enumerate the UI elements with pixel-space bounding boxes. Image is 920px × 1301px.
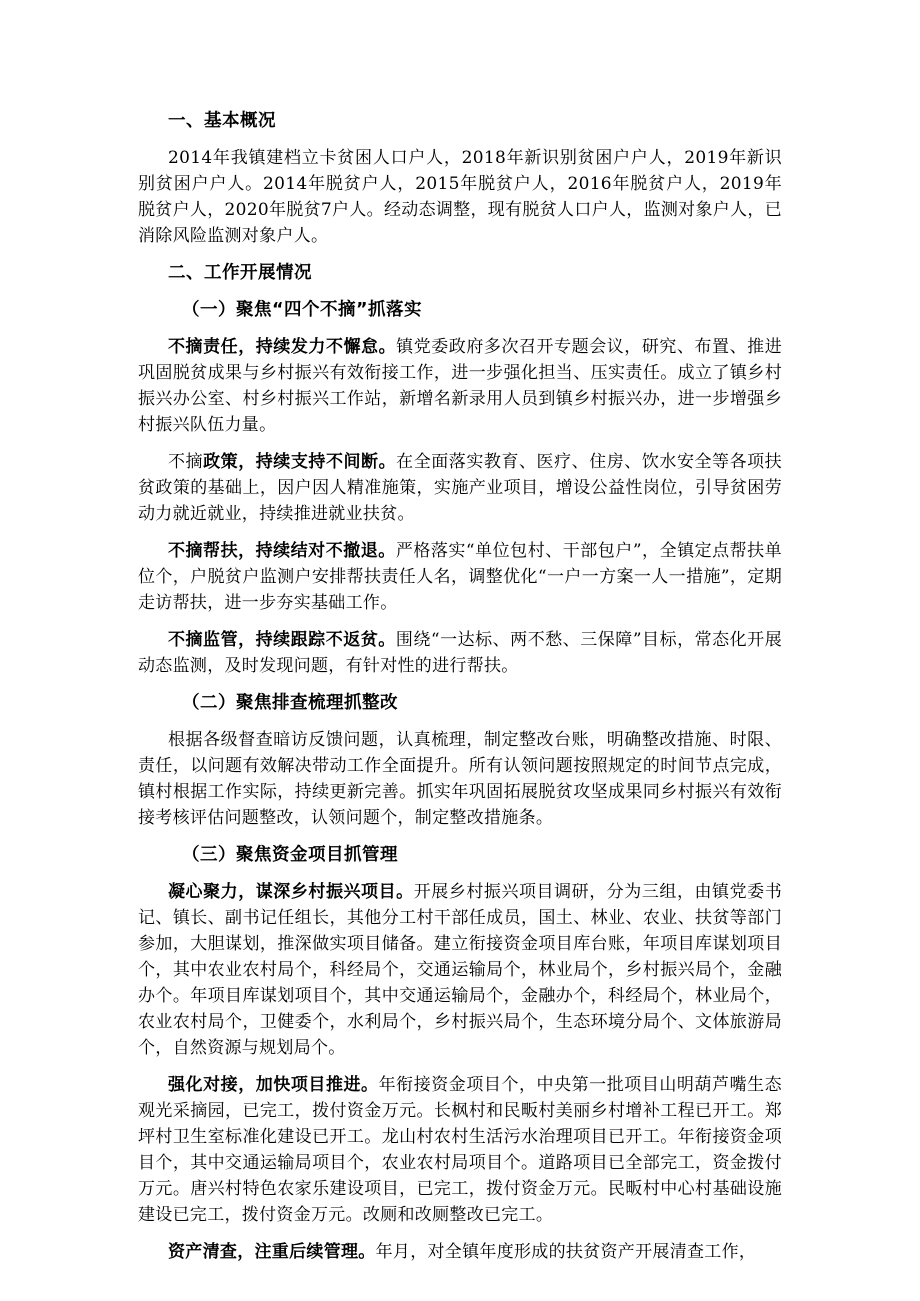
subheading-four-no: （一）聚焦“四个不摘”抓落实 — [182, 300, 423, 320]
paragraph-body: 年月，对全镇年度形成的扶贫资产开展清查工作， — [375, 1242, 757, 1262]
paragraph-assistance — [138, 538, 782, 616]
paragraph-lead: 不摘帮扶，持续结对不撤退。 — [168, 541, 396, 561]
section-heading-basic-overview: 一、基本概况 — [168, 111, 276, 131]
paragraph-project-progress — [138, 1072, 782, 1228]
paragraph-asset-inventory — [138, 1239, 782, 1265]
paragraph-responsibility — [138, 334, 782, 438]
subheading-fund-projects: （三）聚焦资金项目抓管理 — [182, 845, 398, 865]
paragraph-body: 严格落实“单位包村、干部包户”，全镇定点帮扶单位个，户脱贫户监测户安排帮扶责任人名，调整优化“一户一方案一人一措施”，定期走访帮扶，进一步夯实基础工作。 — [138, 541, 783, 613]
paragraph-prefix: 不摘 — [168, 452, 204, 472]
section-heading-work-progress: 二、工作开展情况 — [168, 263, 312, 283]
paragraph-lead: 不摘责任，持续发力不懈怠。 — [168, 337, 397, 357]
paragraph-body: 围绕“一达标、两不愁、三保障”目标，常态化开展动态监测，及时发现问题，有针对性的进行帮扶。 — [138, 630, 783, 676]
paragraph-lead: 不摘监管，持续跟踪不返贫。 — [168, 630, 396, 650]
paragraph-body: 开展乡村振兴项目调研，分为三组，由镇党委书记、镇长、副书记任组长，其他分工村干部任成员，国土、林业、农业、扶贫等部门参加，大胆谋划，推深做实项目储备。建立衔接资金项目库台账，年项目库谋划项目个，其中农业农村局个，科经局个，交通运输局个，林业局个，乡村振兴局个，金融办个。年项目库谋划项目个，其中交通运输局个，金融办个，科经局个，林业局个，农业农村局个，卫健委个，水利局个，乡村振兴局个，生态环境分局个、文体旅游局个，自然资源与规划局个。 — [138, 882, 782, 1058]
paragraph-body: 在全面落实教育、医疗、住房、饮水安全等各项扶贫政策的基础上，因户因人精准施策，实施产业项目，增设公益性岗位，引导贫困劳动力就近就业，持续推进就业扶贫。 — [138, 452, 782, 524]
subheading-rectification: （二）聚焦排查梳理抓整改 — [182, 693, 398, 713]
paragraph-lead: 资产清查，注重后续管理。 — [168, 1242, 376, 1262]
paragraph-lead: 强化对接，加快项目推进。 — [168, 1075, 379, 1095]
paragraph-rectification: 根据各级督查暗访反馈问题，认真梳理，制定整改台账，明确整改措施、时限、责任，以问题有效解决带动工作全面提升。所有认领问题按照规定的时间节点完成，镇村根据工作实际，持续更新完善。抓实年巩固拓展脱贫攻坚成果同乡村振兴有效衔接考核评估问题整改，认领问题个，制定整改措施条。 — [138, 730, 782, 828]
paragraph-body: 年衔接资金项目个，中央第一批项目山明葫芦嘴生态观光采摘园，已完工，拨付资金万元。长枫村和民畈村美丽乡村增补工程已开工。郑坪村卫生室标准化建设已开工。龙山村农村生活污水治理项目已开工。年衔接资金项目个，其中交通运输局项目个，农业农村局项目个。道路项目已全部完工，资金拨付万元。唐兴村特色农家乐建设项目，已完工，拨付资金万元。民畈村中心村基础设施建设已完工，拨付资金万元。改厕和改厕整改已完工。 — [138, 1075, 782, 1225]
paragraph-lead: 政策，持续支持不间断。 — [203, 452, 397, 472]
paragraph-body: 镇党委政府多次召开专题会议，研究、布置、推进巩固脱贫成果与乡村振兴有效衔接工作，进一步强化担当、压实责任。成立了镇乡村振兴办公室、村乡村振兴工作站，新增名新录用人员到镇乡村振兴办，进一步增强乡村振兴队伍力量。 — [138, 337, 782, 435]
paragraph-lead: 凝心聚力，谋深乡村振兴项目。 — [168, 882, 414, 902]
paragraph-supervision — [138, 627, 782, 679]
paragraph-project-planning — [138, 879, 782, 1061]
paragraph-policy — [138, 449, 782, 527]
paragraph-overview: 2014年我镇建档立卡贫困人口户人，2018年新识别贫困户户人，2019年新识别贫困户户人。2014年脱贫户人，2015年脱贫户人，2016年脱贫户人，2019年脱贫户人，2020年脱贫7户人。经动态调整，现有脱贫人口户人，监测对象户人，已消除风险监测对象户人。 — [138, 148, 782, 246]
